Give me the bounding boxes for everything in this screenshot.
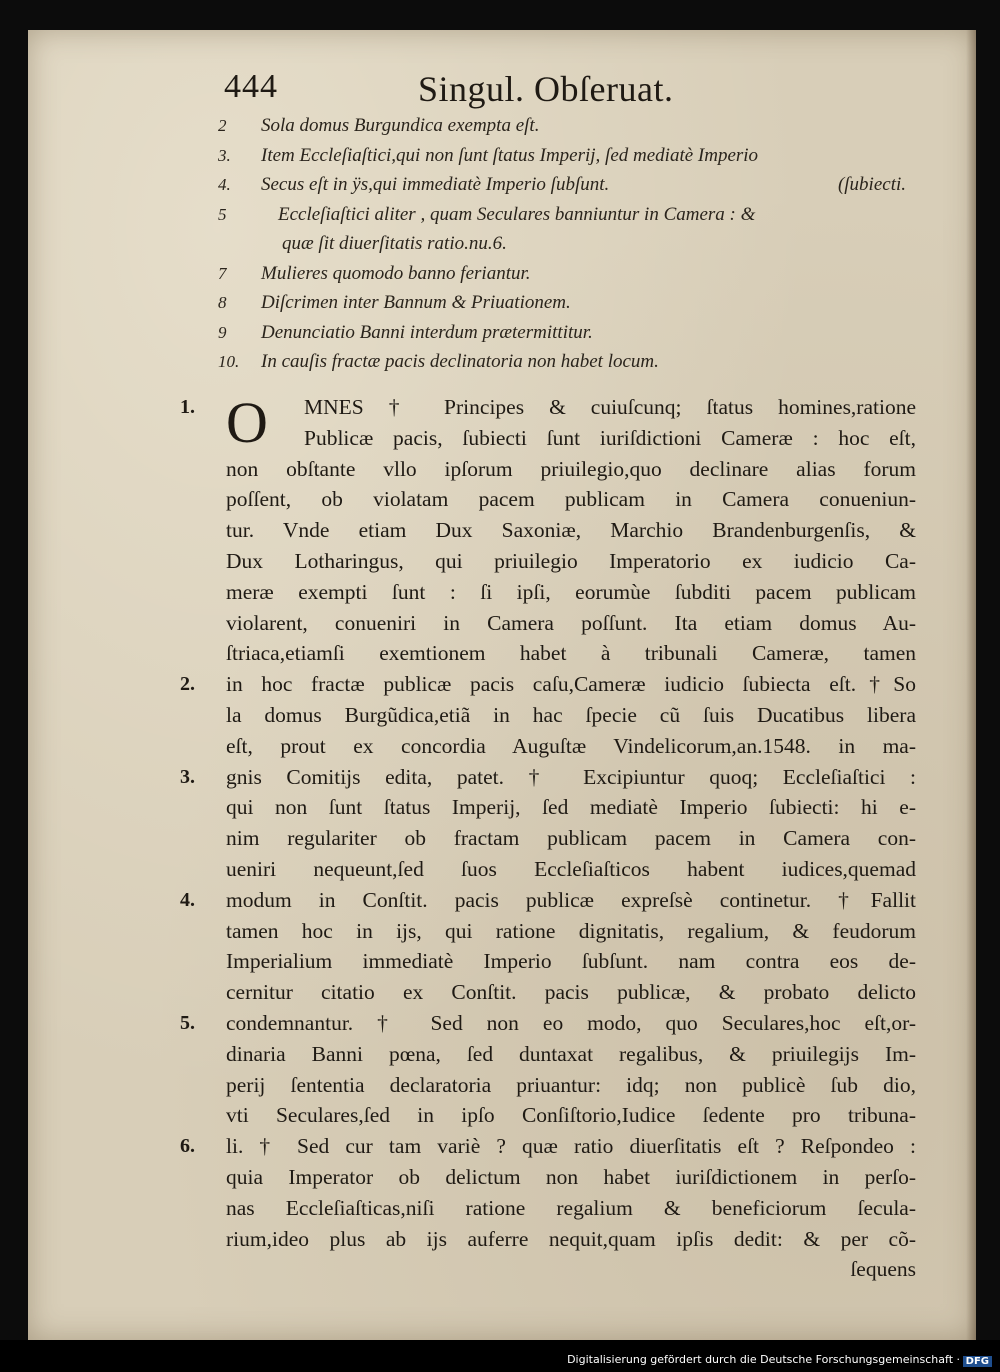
line-text: quia Imperator ob delictum non habet iuriſdictionem in perſo-	[226, 1164, 916, 1189]
text-line	[226, 977, 916, 1008]
line-text: MNES † Principes & cuiuſcunq; ſtatus homines,ratione	[304, 395, 916, 419]
text-line	[180, 392, 916, 423]
summary-number: 5	[218, 204, 227, 224]
summary-item	[218, 347, 918, 377]
margin-number: 3.	[180, 765, 195, 788]
line-text: tamen hoc in ijs, qui ratione dignitatis, regalium, & feudorum	[226, 918, 916, 943]
text-line	[226, 515, 916, 546]
margin-number: 1.	[180, 396, 195, 418]
summary-text: In cauſis fractæ pacis declinatoria non habet locum.	[261, 351, 659, 372]
line-text: gnis Comitijs edita, patet. † Excipiuntur quoq; Eccleſiaſtici :	[226, 764, 916, 789]
text-line	[226, 1193, 916, 1224]
summary-text: Item Eccleſiaſtici,qui non ſunt ſtatus Imperij, ſed mediatè Imperio	[261, 144, 759, 166]
line-text: Publicæ pacis, ſubiecti ſunt iuriſdictioni Cameræ : hoc eſt,	[304, 425, 916, 450]
summary-list	[218, 111, 918, 377]
summary-item	[218, 318, 918, 348]
line-text: violarent, conueniri in Camera poſſunt. Ita etiam domus Au-	[226, 610, 916, 635]
dfg-logo: DFG	[963, 1356, 992, 1367]
line-text: perij ſententia declaratoria priuantur: idq; non publicè ſub dio,	[226, 1072, 916, 1097]
text-line	[180, 885, 916, 916]
text-line	[180, 1131, 916, 1162]
summary-text: Mulieres quomodo banno feriantur.	[261, 262, 531, 284]
text-line	[226, 1070, 916, 1101]
summary-text: quæ ſit diuerſitatis ratio.nu.6.	[282, 233, 507, 254]
line-text: nas Eccleſiaſticas,niſi ratione regalium & beneficiorum ſecula-	[226, 1195, 916, 1220]
funding-credit: Digitalisierung gefördert durch die Deutsche Forschungsgemeinschaft ·	[567, 1353, 960, 1366]
line-text: condemnantur. † Sed non eo modo, quo Seculares,hoc eſt,or-	[226, 1010, 916, 1035]
catchword-line	[226, 1254, 916, 1285]
line-text: ueniri nequeunt,ſed ſuos Eccleſiaſticos habent iudices,quemad	[226, 856, 916, 881]
text-line	[226, 1039, 916, 1070]
text-line	[226, 946, 916, 977]
text-line	[226, 1100, 916, 1131]
line-text: li. † Sed cur tam variè ? quæ ratio diuerſitatis eſt ? Reſpondeo :	[226, 1134, 916, 1159]
line-text: qui non ſunt ſtatus Imperij, ſed mediatè Imperio ſubiecti: hi e-	[226, 795, 916, 820]
text-line	[226, 854, 916, 885]
footer-bar	[0, 1340, 1000, 1372]
summary-number: 10.	[218, 352, 240, 371]
summary-number: 4.	[218, 175, 231, 194]
text-line	[226, 608, 916, 639]
text-line	[226, 577, 916, 608]
text-line	[180, 762, 916, 793]
text-line	[226, 423, 916, 454]
summary-item	[218, 111, 918, 141]
summary-text: Denunciatio Banni interdum prætermittitur.	[261, 321, 593, 343]
margin-number: 4.	[180, 888, 195, 911]
text-line	[226, 1162, 916, 1193]
summary-number: 9	[218, 322, 227, 342]
catchword: ſequens	[850, 1257, 916, 1282]
margin-number: 6.	[180, 1135, 195, 1158]
summary-item	[218, 200, 918, 230]
line-text: nim regulariter ob fractam publicam pacem in Camera con-	[226, 826, 916, 851]
text-line	[226, 484, 916, 515]
line-text: modum in Conſtit. pacis publicæ expreſsè continetur. †Fallit	[226, 887, 916, 912]
summary-number: 7	[218, 263, 227, 283]
summary-item	[218, 288, 918, 318]
line-text: ſtriaca,etiamſi exemtionem habet à tribunali Cameræ, tamen	[226, 641, 916, 666]
drop-cap: O	[226, 390, 268, 455]
page-spine-shadow	[966, 30, 976, 1340]
text-line	[180, 669, 916, 700]
body-text	[180, 390, 916, 1285]
margin-number: 5.	[180, 1011, 195, 1034]
text-line	[226, 1224, 916, 1255]
summary-text: Eccleſiaſtici aliter , quam Seculares banniuntur in Camera : &	[278, 203, 756, 225]
summary-item	[218, 141, 918, 171]
line-text: meræ exempti ſunt : ſi ipſi, eorumùe ſubditi pacem publicam	[226, 579, 916, 604]
summary-text: Sola domus Burgundica exempta eſt.	[261, 115, 540, 136]
summary-item	[218, 229, 918, 259]
summary-continuation-note: (ſubiecti.	[837, 174, 906, 195]
text-line	[226, 546, 916, 577]
line-text: dinaria Banni pœna, ſed duntaxat regalibus, & priuilegijs Im-	[226, 1041, 916, 1066]
running-title: Singul. Obſeruat.	[418, 69, 674, 109]
line-text: cernitur citatio ex Conſtit. pacis publicæ, & probato delicto	[226, 980, 916, 1005]
summary-text: Secus eſt in ÿs,qui immediatè Imperio ſubſunt.	[261, 174, 610, 195]
line-text: Imperialium immediatè Imperio ſubſunt. nam contra eos de-	[226, 949, 916, 974]
line-text: rium,ideo plus ab ijs auferre nequit,quam ipſis dedit: & per cõ-	[226, 1226, 916, 1251]
summary-item	[218, 170, 918, 200]
line-text: eſt, prout ex concordia Auguſtæ Vindelicorum,an.1548. in ma-	[226, 733, 916, 758]
text-line	[226, 823, 916, 854]
summary-number: 3.	[218, 145, 231, 165]
text-line	[226, 700, 916, 731]
line-text: tur. Vnde etiam Dux Saxoniæ, Marchio Brandenburgenſis, &	[226, 518, 916, 543]
line-text: la domus Burgũdica,etiã in hac ſpecie cũ ſuis Ducatibus libera	[226, 702, 916, 727]
margin-number: 2.	[180, 673, 195, 696]
summary-text: Diſcrimen inter Bannum & Priuationem.	[261, 292, 571, 313]
text-line	[180, 1008, 916, 1039]
book-page	[28, 30, 976, 1340]
line-text: vti Seculares,ſed in ipſo Conſiſtorio,Iudice ſedente pro tribuna-	[226, 1103, 916, 1128]
line-text: in hoc fractæ publicæ pacis caſu,Cameræ iudicio ſubiecta eſt.†So	[226, 672, 916, 697]
text-line	[226, 916, 916, 947]
text-line	[226, 638, 916, 669]
text-line	[226, 792, 916, 823]
text-line	[226, 454, 916, 485]
summary-item	[218, 259, 918, 289]
page-number: 444	[224, 68, 278, 105]
line-text: non obſtante vllo ipſorum priuilegio,quo declinare alias forum	[226, 456, 916, 481]
text-line	[226, 731, 916, 762]
line-text: poſſent, ob violatam pacem publicam in Camera conueniun-	[226, 487, 916, 512]
summary-number: 2	[218, 116, 227, 135]
line-text: Dux Lotharingus, qui priuilegio Imperatorio ex iudicio Ca-	[226, 548, 916, 573]
summary-number: 8	[218, 293, 227, 312]
